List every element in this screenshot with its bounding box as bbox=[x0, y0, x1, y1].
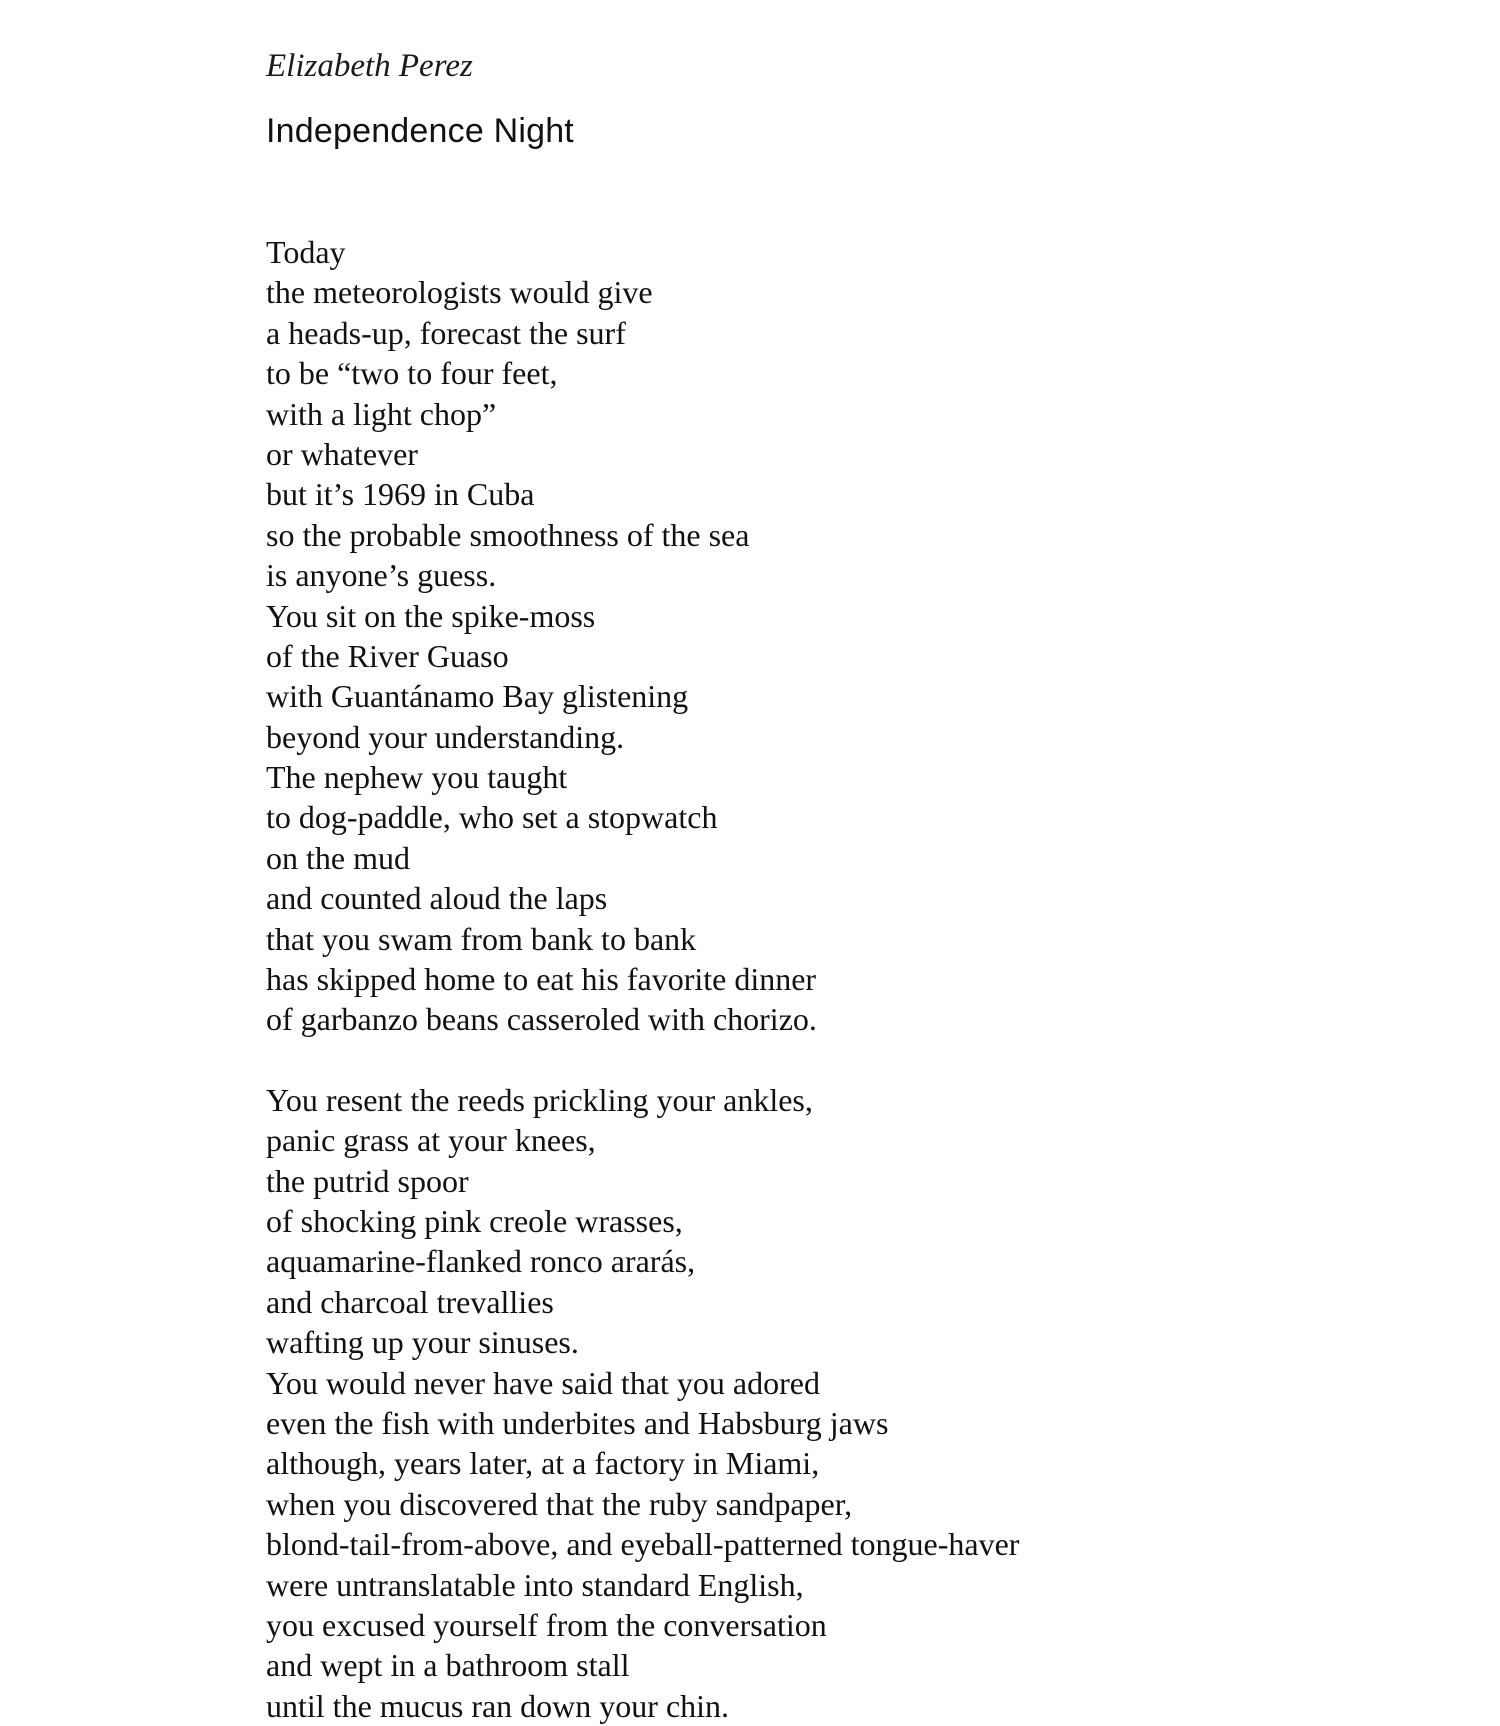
poem-line: with Guantánamo Bay glistening bbox=[266, 678, 689, 715]
poem-line: when you discovered that the ruby sandpaper, bbox=[266, 1485, 853, 1522]
poem-line: wafting up your sinuses. bbox=[266, 1324, 579, 1361]
poem-line: to dog-paddle, who set a stopwatch bbox=[266, 799, 718, 836]
poem-body bbox=[266, 232, 1019, 1726]
poem-line: that you swam from bank to bank bbox=[266, 920, 697, 957]
poem-line: although, years later, at a factory in Miami, bbox=[266, 1445, 820, 1482]
poem-line: with a light chop” bbox=[266, 395, 497, 432]
poem-line: of the River Guaso bbox=[266, 637, 509, 674]
poem-line: The nephew you taught bbox=[266, 759, 568, 796]
author-name: Elizabeth Perez bbox=[266, 48, 473, 84]
poem-line: of shocking pink creole wrasses, bbox=[266, 1202, 683, 1239]
poem-title: Independence Night bbox=[266, 112, 574, 150]
poem-line: but it’s 1969 in Cuba bbox=[266, 476, 535, 513]
poem-line: has skipped home to eat his favorite dinner bbox=[266, 961, 817, 998]
poem-line: until the mucus ran down your chin. bbox=[266, 1687, 730, 1724]
poem-line: of garbanzo beans casseroled with chorizo. bbox=[266, 1001, 817, 1038]
poem-line: even the fish with underbites and Habsburg jaws bbox=[266, 1404, 889, 1441]
poem-line: You would never have said that you adored bbox=[266, 1364, 820, 1401]
poem-line: the putrid spoor bbox=[266, 1162, 469, 1199]
poem-line: a heads-up, forecast the surf bbox=[266, 314, 626, 351]
poem-line: Today bbox=[266, 234, 346, 270]
poem-line: is anyone’s guess. bbox=[266, 557, 497, 594]
stanza-1 bbox=[266, 232, 1019, 1040]
stanza-2 bbox=[266, 1080, 1019, 1726]
poem-line: to be “two to four feet, bbox=[266, 355, 558, 392]
poem-line: and wept in a bathroom stall bbox=[266, 1647, 630, 1684]
poem-line: and counted aloud the laps bbox=[266, 880, 608, 917]
poem-line: you excused yourself from the conversation bbox=[266, 1606, 827, 1643]
poem-line: blond-tail-from-above, and eyeball-patterned tongue-haver bbox=[266, 1526, 1020, 1563]
poem-line: beyond your understanding. bbox=[266, 718, 625, 755]
poem-line: the meteorologists would give bbox=[266, 274, 653, 311]
poem-line: on the mud bbox=[266, 839, 410, 876]
poem-line: You sit on the spike-moss bbox=[266, 597, 596, 634]
poem-line: so the probable smoothness of the sea bbox=[266, 516, 750, 553]
poem-line: and charcoal trevallies bbox=[266, 1283, 554, 1320]
poem-line: panic grass at your knees, bbox=[266, 1122, 596, 1159]
poem-line: You resent the reeds prickling your ankles, bbox=[266, 1081, 813, 1118]
poem-line: or whatever bbox=[266, 435, 418, 472]
poem-line: were untranslatable into standard English, bbox=[266, 1566, 804, 1603]
poem-line: aquamarine-flanked ronco ararás, bbox=[266, 1243, 696, 1280]
